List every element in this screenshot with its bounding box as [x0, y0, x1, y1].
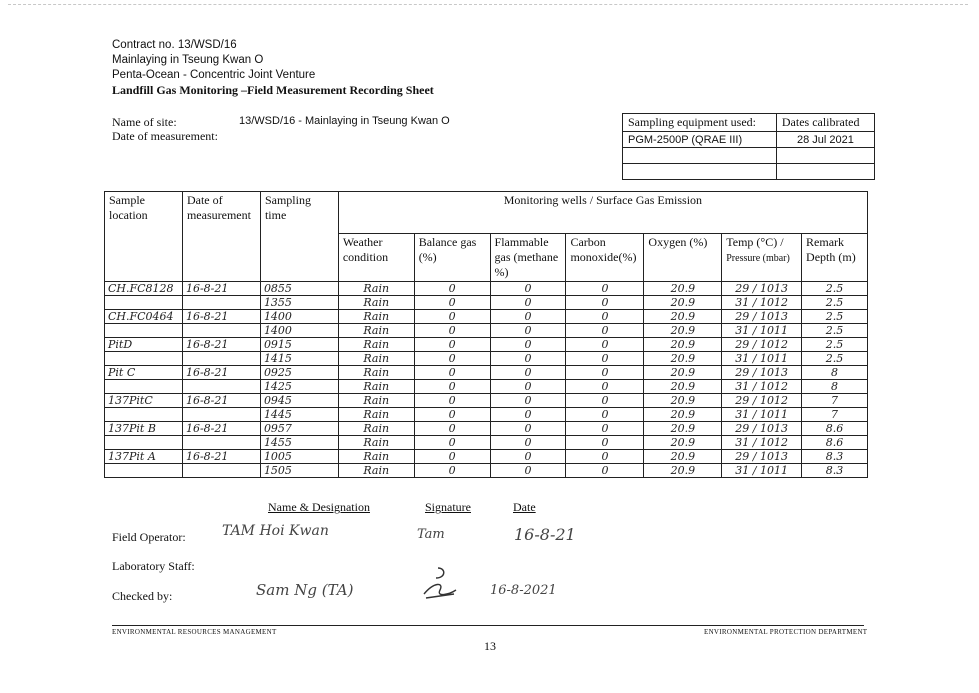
flammable-gas-cell: 0 [490, 464, 566, 478]
table-row [105, 436, 868, 450]
time-cell: 1505 [260, 464, 338, 478]
temp-pressure-cell: 31 / 1012 [722, 436, 802, 450]
balance-gas-cell: 0 [414, 380, 490, 394]
header-carbon-monoxide: Carbon monoxide(%) [566, 234, 644, 282]
weather-cell: Rain [338, 436, 414, 450]
weather-cell: Rain [338, 450, 414, 464]
table-row [105, 450, 868, 464]
flammable-gas-cell: 0 [490, 394, 566, 408]
depth-cell: 2.5 [802, 282, 868, 296]
oxygen-cell: 20.9 [644, 338, 722, 352]
weather-cell: Rain [338, 464, 414, 478]
header-flammable-gas: Flammable gas (methane %) [490, 234, 566, 282]
pressure-value: 1011 [760, 352, 788, 365]
temp-value: 29 [735, 310, 750, 323]
temp-pressure-cell: 31 / 1011 [722, 408, 802, 422]
signoff-date-header: Date [513, 500, 536, 514]
temp-pressure-cell: 29 / 1012 [722, 338, 802, 352]
calibrated-header: Dates calibrated [776, 114, 874, 132]
calibration-date: 28 Jul 2021 [776, 132, 874, 148]
equipment-empty-cell [623, 164, 777, 180]
date-cell: 16-8-21 [182, 422, 260, 436]
table-row [105, 464, 868, 478]
date-cell: 16-8-21 [182, 366, 260, 380]
sample-location-cell [105, 408, 183, 422]
pressure-value: 1012 [760, 338, 788, 351]
pressure-value: 1013 [760, 310, 788, 323]
oxygen-cell: 20.9 [644, 408, 722, 422]
equipment-device: PGM-2500P (QRAE III) [623, 132, 777, 148]
pressure-value: 1012 [760, 394, 788, 407]
footer-divider [112, 625, 864, 626]
checked-by-name: Sam Ng (TA) [256, 581, 354, 599]
time-cell: 1425 [260, 380, 338, 394]
depth-cell: 7 [802, 408, 868, 422]
table-row [105, 296, 868, 310]
carbon-monoxide-cell: 0 [566, 366, 644, 380]
sample-location-cell: 137Pit A [105, 450, 183, 464]
balance-gas-cell: 0 [414, 338, 490, 352]
temp-value: 29 [735, 338, 750, 351]
balance-gas-cell: 0 [414, 352, 490, 366]
carbon-monoxide-cell: 0 [566, 338, 644, 352]
time-cell: 1415 [260, 352, 338, 366]
calibration-empty-cell [776, 164, 874, 180]
date-cell [182, 436, 260, 450]
sample-location-cell: 137Pit B [105, 422, 183, 436]
checked-by-label: Checked by: [112, 589, 173, 603]
pressure-value: 1013 [760, 450, 788, 463]
weather-cell: Rain [338, 380, 414, 394]
temp-value: 31 [735, 380, 750, 393]
temp-value: 31 [735, 352, 750, 365]
date-cell [182, 352, 260, 366]
temp-value: 29 [735, 450, 750, 463]
flammable-gas-cell: 0 [490, 422, 566, 436]
checked-by-date: 16-8-2021 [490, 583, 557, 598]
flammable-gas-cell: 0 [490, 282, 566, 296]
checked-by-signature-icon [420, 564, 460, 602]
equipment-header: Sampling equipment used: [623, 114, 777, 132]
header-weather: Weather condition [338, 234, 414, 282]
oxygen-cell: 20.9 [644, 366, 722, 380]
header-remark-depth: Remark Depth (m) [802, 234, 868, 282]
carbon-monoxide-cell: 0 [566, 394, 644, 408]
carbon-monoxide-cell: 0 [566, 408, 644, 422]
measurement-table [104, 191, 868, 478]
depth-cell: 8.6 [802, 422, 868, 436]
table-row [105, 310, 868, 324]
temp-value: 31 [735, 324, 750, 337]
date-cell: 16-8-21 [182, 310, 260, 324]
site-name-label: Name of site: [112, 115, 177, 129]
pressure-value: 1012 [760, 380, 788, 393]
page-number: 13 [484, 639, 496, 653]
carbon-monoxide-cell: 0 [566, 352, 644, 366]
weather-cell: Rain [338, 394, 414, 408]
header-temp: Temp (°C) / [726, 235, 784, 249]
equipment-empty-cell [623, 148, 777, 164]
carbon-monoxide-cell: 0 [566, 450, 644, 464]
carbon-monoxide-cell: 0 [566, 464, 644, 478]
time-cell: 1445 [260, 408, 338, 422]
weather-cell: Rain [338, 310, 414, 324]
balance-gas-cell: 0 [414, 366, 490, 380]
depth-cell: 2.5 [802, 324, 868, 338]
temp-value: 29 [735, 422, 750, 435]
oxygen-cell: 20.9 [644, 450, 722, 464]
oxygen-cell: 20.9 [644, 464, 722, 478]
site-info [112, 115, 218, 143]
weather-cell: Rain [338, 408, 414, 422]
date-cell [182, 380, 260, 394]
contract-number: Contract no. 13/WSD/16 [112, 39, 237, 51]
field-operator-date: 16-8-21 [514, 525, 576, 544]
depth-cell: 7 [802, 394, 868, 408]
sample-location-cell: Pit C [105, 366, 183, 380]
balance-gas-cell: 0 [414, 310, 490, 324]
date-cell [182, 408, 260, 422]
header-date: Date of measurement [182, 192, 260, 282]
weather-cell: Rain [338, 422, 414, 436]
site-name-value: 13/WSD/16 - Mainlaying in Tseung Kwan O [239, 115, 450, 127]
carbon-monoxide-cell: 0 [566, 296, 644, 310]
carbon-monoxide-cell: 0 [566, 422, 644, 436]
time-cell: 0945 [260, 394, 338, 408]
field-operator-signature: Tam [417, 527, 445, 542]
depth-cell: 8.3 [802, 464, 868, 478]
temp-value: 29 [735, 282, 750, 295]
temp-pressure-cell: 31 / 1012 [722, 380, 802, 394]
field-operator-label: Field Operator: [112, 530, 186, 544]
carbon-monoxide-cell: 0 [566, 380, 644, 394]
sample-location-cell [105, 436, 183, 450]
time-cell: 1455 [260, 436, 338, 450]
equipment-table [622, 113, 875, 180]
pressure-value: 1012 [760, 296, 788, 309]
time-cell: 0925 [260, 366, 338, 380]
temp-pressure-cell: 31 / 1011 [722, 352, 802, 366]
time-cell: 0957 [260, 422, 338, 436]
signoff-signature-header: Signature [425, 500, 471, 514]
temp-value: 31 [735, 436, 750, 449]
flammable-gas-cell: 0 [490, 436, 566, 450]
table-row [105, 408, 868, 422]
flammable-gas-cell: 0 [490, 380, 566, 394]
balance-gas-cell: 0 [414, 450, 490, 464]
balance-gas-cell: 0 [414, 324, 490, 338]
time-cell: 0915 [260, 338, 338, 352]
depth-cell: 8 [802, 366, 868, 380]
flammable-gas-cell: 0 [490, 408, 566, 422]
table-row [105, 366, 868, 380]
header-oxygen: Oxygen (%) [644, 234, 722, 282]
flammable-gas-cell: 0 [490, 310, 566, 324]
pressure-value: 1011 [760, 408, 788, 421]
balance-gas-cell: 0 [414, 422, 490, 436]
weather-cell: Rain [338, 366, 414, 380]
time-cell: 0855 [260, 282, 338, 296]
depth-cell: 2.5 [802, 296, 868, 310]
pressure-value: 1011 [760, 324, 788, 337]
time-cell: 1005 [260, 450, 338, 464]
header-pressure: Pressure (mbar) [726, 253, 790, 264]
balance-gas-cell: 0 [414, 436, 490, 450]
weather-cell: Rain [338, 324, 414, 338]
date-cell: 16-8-21 [182, 450, 260, 464]
temp-pressure-cell: 29 / 1013 [722, 450, 802, 464]
temp-value: 31 [735, 464, 750, 477]
time-cell: 1400 [260, 310, 338, 324]
depth-cell: 8.3 [802, 450, 868, 464]
header-time: Sampling time [260, 192, 338, 282]
oxygen-cell: 20.9 [644, 380, 722, 394]
oxygen-cell: 20.9 [644, 324, 722, 338]
sample-location-cell [105, 464, 183, 478]
table-row [105, 422, 868, 436]
pressure-value: 1011 [760, 464, 788, 477]
measurement-date-label: Date of measurement: [112, 129, 218, 143]
oxygen-cell: 20.9 [644, 282, 722, 296]
footer-right: ENVIRONMENTAL PROTECTION DEPARTMENT [704, 628, 868, 636]
flammable-gas-cell: 0 [490, 450, 566, 464]
sample-location-cell [105, 380, 183, 394]
oxygen-cell: 20.9 [644, 352, 722, 366]
header-sample-location: Sample location [105, 192, 183, 282]
temp-pressure-cell: 29 / 1013 [722, 366, 802, 380]
temp-pressure-cell: 31 / 1011 [722, 464, 802, 478]
oxygen-cell: 20.9 [644, 436, 722, 450]
contractor-name: Penta-Ocean - Concentric Joint Venture [112, 69, 316, 81]
sheet-title: Landfill Gas Monitoring –Field Measurement Recording Sheet [112, 83, 434, 97]
balance-gas-cell: 0 [414, 394, 490, 408]
footer-left: ENVIRONMENTAL RESOURCES MANAGEMENT [112, 628, 277, 636]
header-balance-gas: Balance gas (%) [414, 234, 490, 282]
top-border [8, 4, 968, 5]
date-cell [182, 324, 260, 338]
table-row [105, 380, 868, 394]
pressure-value: 1013 [760, 366, 788, 379]
depth-cell: 2.5 [802, 338, 868, 352]
carbon-monoxide-cell: 0 [566, 324, 644, 338]
sample-location-cell [105, 352, 183, 366]
weather-cell: Rain [338, 296, 414, 310]
sample-location-cell: 137PitC [105, 394, 183, 408]
balance-gas-cell: 0 [414, 296, 490, 310]
table-row [105, 338, 868, 352]
temp-pressure-cell: 29 / 1013 [722, 422, 802, 436]
depth-cell: 8.6 [802, 436, 868, 450]
oxygen-cell: 20.9 [644, 296, 722, 310]
flammable-gas-cell: 0 [490, 366, 566, 380]
flammable-gas-cell: 0 [490, 296, 566, 310]
temp-pressure-cell: 29 / 1012 [722, 394, 802, 408]
weather-cell: Rain [338, 282, 414, 296]
lab-staff-label: Laboratory Staff: [112, 559, 195, 573]
pressure-value: 1012 [760, 436, 788, 449]
document-header [112, 38, 434, 98]
oxygen-cell: 20.9 [644, 394, 722, 408]
date-cell: 16-8-21 [182, 338, 260, 352]
pressure-value: 1013 [760, 422, 788, 435]
time-cell: 1355 [260, 296, 338, 310]
flammable-gas-cell: 0 [490, 324, 566, 338]
table-row [105, 282, 868, 296]
depth-cell: 2.5 [802, 352, 868, 366]
sample-location-cell [105, 296, 183, 310]
pressure-value: 1013 [760, 282, 788, 295]
flammable-gas-cell: 0 [490, 338, 566, 352]
depth-cell: 8 [802, 380, 868, 394]
signoff-name-header: Name & Designation [268, 500, 370, 514]
oxygen-cell: 20.9 [644, 422, 722, 436]
table-row [105, 324, 868, 338]
temp-value: 29 [735, 366, 750, 379]
carbon-monoxide-cell: 0 [566, 282, 644, 296]
temp-value: 31 [735, 296, 750, 309]
carbon-monoxide-cell: 0 [566, 310, 644, 324]
flammable-gas-cell: 0 [490, 352, 566, 366]
table-row [105, 394, 868, 408]
carbon-monoxide-cell: 0 [566, 436, 644, 450]
depth-cell: 2.5 [802, 310, 868, 324]
balance-gas-cell: 0 [414, 464, 490, 478]
header-monitoring-group: Monitoring wells / Surface Gas Emission [338, 192, 867, 234]
balance-gas-cell: 0 [414, 282, 490, 296]
weather-cell: Rain [338, 352, 414, 366]
sample-location-cell: CH.FC8128 [105, 282, 183, 296]
field-operator-name: TAM Hoi Kwan [222, 523, 329, 539]
sample-location-cell: PitD [105, 338, 183, 352]
weather-cell: Rain [338, 338, 414, 352]
balance-gas-cell: 0 [414, 408, 490, 422]
sample-location-cell [105, 324, 183, 338]
time-cell: 1400 [260, 324, 338, 338]
date-cell [182, 464, 260, 478]
temp-pressure-cell: 29 / 1013 [722, 310, 802, 324]
calibration-empty-cell [776, 148, 874, 164]
date-cell: 16-8-21 [182, 282, 260, 296]
date-cell [182, 296, 260, 310]
project-name: Mainlaying in Tseung Kwan O [112, 54, 264, 66]
temp-pressure-cell: 31 / 1012 [722, 296, 802, 310]
temp-value: 29 [735, 394, 750, 407]
temp-pressure-cell: 31 / 1011 [722, 324, 802, 338]
header-temp-pressure [722, 234, 802, 282]
date-cell: 16-8-21 [182, 394, 260, 408]
temp-pressure-cell: 29 / 1013 [722, 282, 802, 296]
oxygen-cell: 20.9 [644, 310, 722, 324]
temp-value: 31 [735, 408, 750, 421]
measurement-rows [105, 282, 868, 478]
sample-location-cell: CH.FC0464 [105, 310, 183, 324]
table-row [105, 352, 868, 366]
